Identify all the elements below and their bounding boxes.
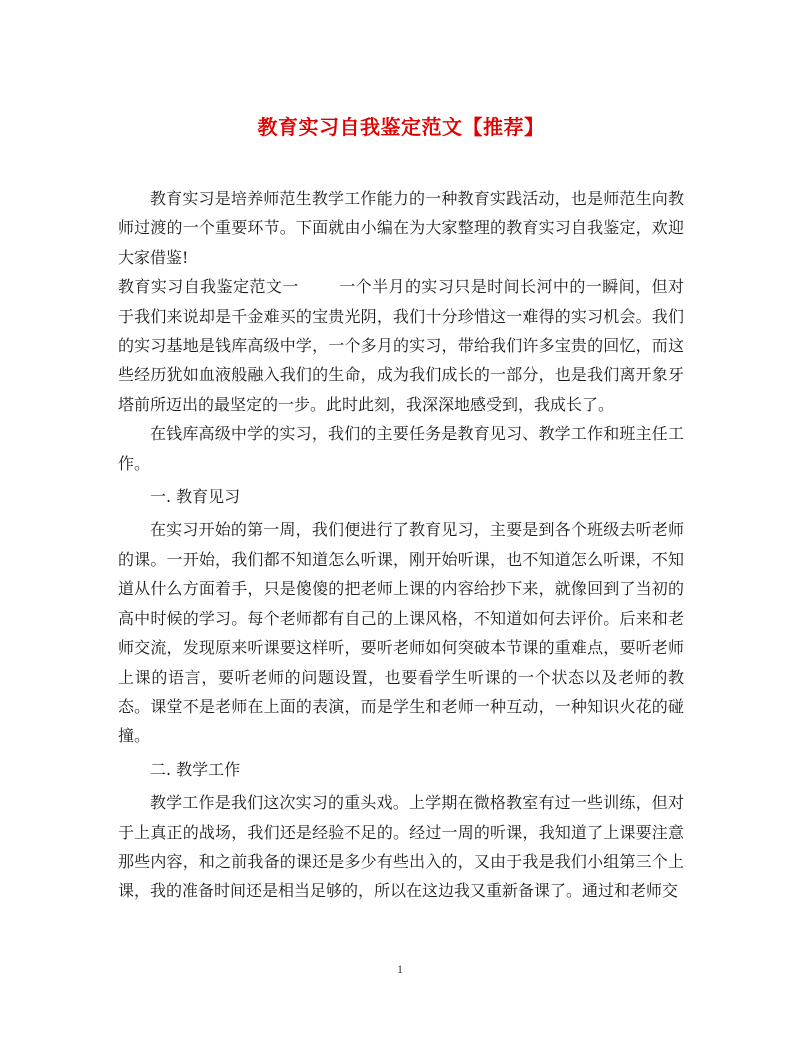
document-title: 教育实习自我鉴定范文【推荐】: [257, 115, 545, 139]
section1-paragraph: 在实习开始的第一周，我们便进行了教育见习，主要是到各个班级去听老师的课。一开始，我们都不知道怎么听课，刚开始听课，也不知道怎么听课，不知道从什么方面着手，只是傻傻的把老师上课的内容给抄下来，就像回到了当初的高中时候的学习。每个老师都有自己的上课风格，不知道如何去评价。后来和老师交流，发现原来听课要这样听，要听老师如何突破本节课的重难点，要听老师上课的语言，要听老师的问题设置，也要看学生听课的一个状态以及老师的教态。课堂不是老师在上面的表演，而是学生和老师一种互动，一种知识火花的碰撞。: [118, 520, 684, 746]
sample-text: 一个半月的实习只是时间长河中的一瞬间，但对于我们来说却是千金难买的宝贵光阴，我们十分珍惜这一难得的实习机会。我们的实习基地是钱库高级中学，一个多月的实习，带给我们许多宝贵的回忆，而这些经历犹如血液般融入我们的生命，成为我们成长的一部分，也是我们离开象牙塔前所迈出的最坚定的一步。此时此刻，我深深地感受到，我成长了。: [118, 277, 684, 414]
section2-heading: 二. 教学工作: [150, 759, 241, 779]
section2-paragraph: 教学工作是我们这次实习的重头戏。上学期在微格教室有过一些训练，但对于上真正的战场，我们还是经验不足的。经过一周的听课，我知道了上课要注意那些内容，和之前我备的课还是多少有些出入的，又由于我是我们小组第三个上课，我的准备时间还是相当足够的，所以在这边我又重新备课了。通过和老师交: [118, 793, 684, 901]
sample-label: 教育实习自我鉴定范文一: [118, 277, 299, 297]
section1-heading: 一. 教育见习: [150, 487, 241, 507]
tasks-paragraph: 在钱库高级中学的实习，我们的主要任务是教育见习、教学工作和班主任工作。: [118, 424, 684, 473]
document-page: [118, 112, 684, 906]
intro-paragraph: 教育实习是培养师范生教学工作能力的一种教育实践活动，也是师范生向教师过渡的一个重要环节。下面就由小编在为大家整理的教育实习自我鉴定，欢迎大家借鉴!: [118, 189, 684, 267]
page-number: 1: [397, 962, 403, 976]
sample-paragraph: [118, 272, 684, 419]
